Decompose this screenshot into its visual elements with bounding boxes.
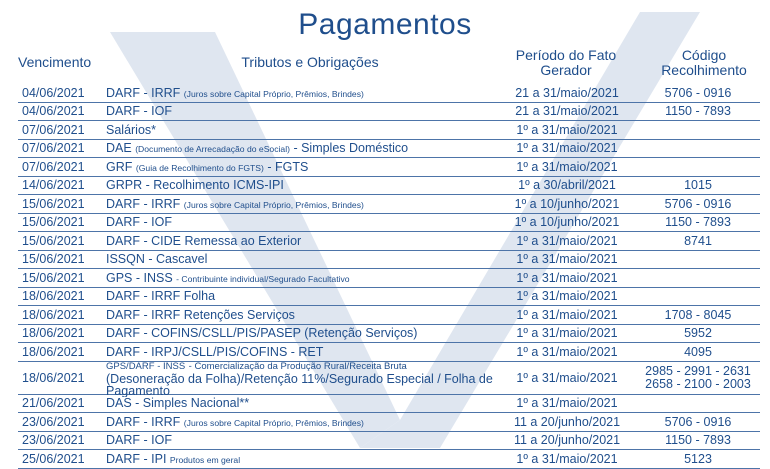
row-date: 18/06/2021 [22,307,85,322]
row-tributo-detail: - Contribuinte individual/Segurado Facultativo [176,273,350,284]
row-tributo [106,252,494,266]
row-tributo-detail: (Guia de Recolhimento do FGTS) [135,162,264,173]
row-codigo [640,415,756,429]
row-tributo-detail: (Documento de Arrecadação do eSocial) [135,144,290,155]
table-row [18,84,760,103]
row-date: 25/06/2021 [22,451,85,466]
row-date: 15/06/2021 [22,233,85,248]
row-tributo-line1 [106,359,494,373]
header-periodo-line1: Período do Fato [515,47,617,63]
header-codigo-line2: Recolhimento [661,62,747,78]
row-date: 07/06/2021 [22,122,85,137]
row-date: 18/06/2021 [22,344,85,359]
header-codigo-line1: Código [681,47,727,63]
row-tributo [106,178,494,192]
row-periodo: 1º a 31/maio/2021 [516,289,618,304]
row-tributo-name: DARF - IOF [106,433,172,448]
row-date: 15/06/2021 [22,215,85,230]
row-periodo: 1º a 10/junho/2021 [514,215,620,230]
row-tributo-name: DARF - IRRF Folha [106,289,216,304]
row-periodo: 1º a 31/maio/2021 [516,141,618,156]
row-date: 15/06/2021 [22,196,85,211]
row-periodo: 1º a 31/maio/2021 [516,396,618,411]
row-tributo [106,308,494,322]
row-date: 07/06/2021 [22,141,85,156]
row-tributo [106,123,494,137]
row-tributo [106,452,494,466]
row-tributo [106,396,494,410]
row-tributo [106,433,494,447]
row-date: 15/06/2021 [22,252,85,267]
row-tributo [106,326,494,340]
row-tributo-name: DARF - IRRF [106,414,181,429]
row-tributo [106,234,494,248]
row-tributo-detail: (Juros sobre Capital Próprio, Prêmios, Brindes) [183,199,364,210]
row-tributo [106,289,494,303]
row-tributo-name: DARF - CIDE Remessa ao Exterior [106,233,302,248]
row-tributo [106,345,494,359]
table-row [18,413,760,432]
table-row [18,432,760,451]
row-date: 21/06/2021 [22,396,85,411]
row-tributo-name: DARF - IRPJ/CSLL/PIS/COFINS - RET [106,344,324,359]
row-codigo-value: 5123 [684,451,712,466]
row-codigo-value: 1150 - 7893 [665,104,731,119]
row-date: 14/06/2021 [22,178,85,193]
row-tributo-name: Salários* [106,122,157,137]
row-periodo: 11 a 20/junho/2021 [513,433,621,448]
row-date: 04/06/2021 [22,85,85,100]
row-periodo: 1º a 30/abril/2021 [518,178,616,193]
row-codigo-value: 1708 - 8045 [664,307,732,322]
row-tributo-name: DAE [106,141,132,156]
row-periodo: 1º a 31/maio/2021 [516,270,618,285]
row-periodo: 1º a 31/maio/2021 [516,233,618,248]
table-row [18,288,760,307]
row-codigo [640,452,756,466]
row-tributo-detail: (Juros sobre Capital Próprio, Prêmios, Brindes) [183,417,364,428]
row-tributo [106,86,494,100]
row-tributo [106,359,494,397]
row-codigo-value2: 2658 - 2100 - 2003 [645,376,751,391]
row-codigo [640,215,756,229]
row-codigo [640,104,756,118]
row-tributo-name: DARF - IPI [106,451,167,466]
table-row [18,195,760,214]
row-tributo-name: DAS - Simples Nacional** [106,396,250,411]
row-tributo-name: DARF - IRRF [106,85,181,100]
row-date: 23/06/2021 [22,433,85,448]
row-codigo-value: 4095 [684,344,712,359]
row-tributo-name: GRPR - Recolhimento ICMS-IPI [106,178,284,193]
row-tributo-name: GRF [106,159,133,174]
table-row [18,232,760,251]
row-tributo-name: DARF - IOF [106,215,172,230]
row-date: 18/06/2021 [22,289,85,304]
row-date: 23/06/2021 [22,414,85,429]
row-tributo-name: DARF - IRRF [106,196,181,211]
header-tributos: Tributos e Obrigações [241,54,379,70]
row-codigo-value: 1150 - 7893 [665,215,731,230]
row-date: 18/06/2021 [22,370,85,385]
row-codigo-value: 1150 - 7893 [665,433,731,448]
table-row [18,103,760,122]
row-periodo: 1º a 10/junho/2021 [514,196,620,211]
table-row [18,325,760,344]
row-tributo-detail-line2: (Desoneração da Folha)/Retenção 11%/Segurado Especial / Folha de Pagamento [106,371,493,397]
row-tributo-name: ISSQN - Cascavel [106,252,208,267]
row-codigo-value: 5706 - 0916 [664,414,732,429]
row-codigo [640,308,756,322]
row-tributo-detail: - Comercialização da Produção Rural/Receita Bruta [188,360,407,372]
row-periodo: 1º a 31/maio/2021 [516,307,618,322]
row-codigo [640,433,756,447]
row-tributo-detail: Produtos em geral [169,454,241,465]
row-codigo-value: 5706 - 0916 [664,85,732,100]
row-date: 07/06/2021 [22,159,85,174]
row-tributo [106,104,494,118]
table-row [18,450,760,469]
row-tributo [106,215,494,229]
row-tributo-suffix: - FGTS [263,159,309,174]
table-row [18,306,760,325]
row-tributo [106,197,494,211]
row-codigo [640,326,756,340]
row-date: 15/06/2021 [22,270,85,285]
row-periodo: 1º a 31/maio/2021 [516,326,618,341]
row-codigo [640,178,756,192]
row-tributo-name: GPS/DARF - INSS [106,360,186,372]
row-tributo [106,141,494,155]
header-periodo-line2: Gerador [540,62,592,78]
page-title: Pagamentos [298,8,472,41]
row-tributo-detail: (Juros sobre Capital Próprio, Prêmios, Brindes) [183,88,364,99]
row-codigo-value: 5706 - 0916 [664,196,732,211]
row-tributo [106,271,494,285]
row-codigo-value: 8741 [684,233,712,248]
table-row [18,214,760,233]
row-periodo: 21 a 31/maio/2021 [515,104,619,119]
row-periodo: 1º a 31/maio/2021 [516,370,618,385]
table-row [18,140,760,159]
header-vencimento: Vencimento [18,54,92,70]
row-tributo-name: DARF - IRRF Retenções Serviços [106,307,295,322]
row-codigo [640,86,756,100]
row-codigo-value: 2985 - 2991 - 2631 [645,363,751,378]
row-codigo [640,345,756,359]
table-row [18,362,760,395]
row-tributo-name: GPS - INSS [106,270,173,285]
row-codigo [640,197,756,211]
row-tributo-suffix: - Simples Doméstico [289,141,409,156]
payments-table [18,84,760,469]
row-codigo [640,234,756,248]
header-codigo [648,48,760,78]
table-row [18,177,760,196]
row-date: 18/06/2021 [22,326,85,341]
row-periodo: 1º a 31/maio/2021 [516,122,618,137]
row-periodo: 1º a 31/maio/2021 [516,252,618,267]
row-tributo [106,415,494,429]
row-periodo: 21 a 31/maio/2021 [515,85,619,100]
row-tributo [106,160,494,174]
header-periodo [492,48,640,78]
row-codigo-value: 1015 [684,178,712,193]
row-periodo: 1º a 31/maio/2021 [516,344,618,359]
row-periodo: 1º a 31/maio/2021 [516,159,618,174]
row-tributo-name: DARF - IOF [106,104,172,119]
row-periodo: 11 a 20/junho/2021 [513,414,621,429]
table-row [18,251,760,270]
row-codigo [640,365,756,391]
row-periodo: 1º a 31/maio/2021 [516,451,618,466]
table-row [18,395,760,414]
table-row [18,121,760,140]
table-row [18,158,760,177]
table-row [18,269,760,288]
row-codigo-value: 5952 [684,326,712,341]
row-tributo-name: DARF - COFINS/CSLL/PIS/PASEP (Retenção Serviços) [106,326,418,341]
row-date: 04/06/2021 [22,104,85,119]
